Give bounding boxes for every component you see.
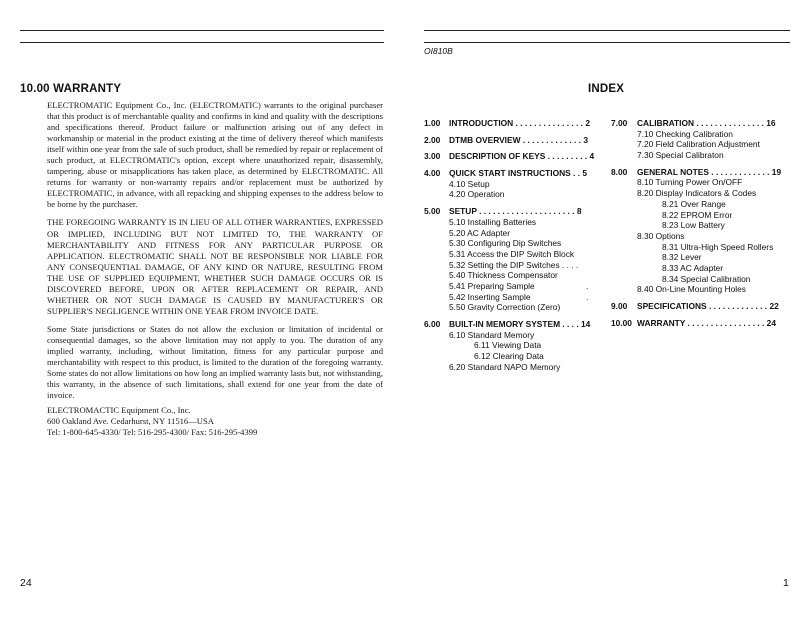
index-entry-5-00[interactable]: 5.00 SETUP . . . . . . . . . . . . . . . . . . . . . 8 xyxy=(424,206,582,217)
address-line: 600 Oakland Ave. Cedarhurst, NY 11516—USA xyxy=(47,416,214,427)
warranty-paragraph-2: THE FOREGOING WARRANTY IS IN LIEU OF ALL OTHER WARRANTIES, EXPRESSED OR IMPLIED, INCLUDING BUT NOT LIMITED TO, THE WARRANTY OF MERCHANTABILITY AND FITNESS FOR ANY PARTICULAR PURPOSE OR APPLICATION. ELECTROMATIC SHALL NOT BE RESPONSIBLE NOR LIABLE FOR ANY CONSEQUENTIAL DAMAGE, OF ANY KIND OR NATURE, RESULTING FROM THE USE OF SUPPLIED EQUIPMENT, WHETHER SUCH DAMAGE OCCURS OR IS DISCOVERED BEFORE, UPON OR AFTER REPLACEMENT OR REPAIR, AND WHETHER OR NOT SUCH DAMAGE IS CAUSED BY MANUFACTURER'S OR SUPPLIER'S NEGLIGENCE WITHIN ONE YEAR FROM INVOICE DATE. xyxy=(47,217,383,316)
index-entry-8-40[interactable]: 8.40 On-Line Mounting Holes xyxy=(637,284,746,295)
header-rule-left-top xyxy=(20,30,384,31)
index-entry-6-20[interactable]: 6.20 Standard NAPO Memory xyxy=(449,361,561,372)
index-column-left xyxy=(424,118,604,372)
index-column-right xyxy=(611,118,791,328)
address-line: Tel: 1-800-645-4330/ Tel: 516-295-4300/ Fax: 516-295-4399 xyxy=(47,427,258,438)
index-entry-8-33[interactable]: 8.33 AC Adapter xyxy=(662,262,723,273)
index-entry-7-00[interactable]: 7.00 CALIBRATION . . . . . . . . . . . . . . . 16 xyxy=(611,118,776,128)
index-entry-5-50[interactable]: 5.50 Gravity Correction (Zero) xyxy=(449,302,561,313)
header-rule-right-bottom xyxy=(424,42,790,43)
index-entry-5-41[interactable]: 5.41 Preparing Sample . xyxy=(449,280,589,291)
left-page-number: 24 xyxy=(20,577,32,589)
warranty-paragraph-1: ELECTROMATIC Equipment Co., Inc. (ELECTROMATIC) warrants to the original purchaser that this product is of merchantable quality and confirms in kind and quality with the descriptions and specifications thereof. Product failure or malfunction arising out of any defect in workmanship or material in the product existing at the time of delivery thereof which manifests itself within one year from the sale of such product, shall be remedied by repair or replacement of such product, at ELECTROMATIC's option, except where unauthorized repair, disassembly, tampering, abuse or misapplications has taken place, as determined by ELECTROMATIC. All returns for warranty or non-warranty repairs and/or replacement must be authorized by ELECTROMATIC, in advance, with all repacking and shipping expenses to the address below to be borne by the purchaser. xyxy=(47,100,383,210)
index-entry-8-21[interactable]: 8.21 Over Range xyxy=(662,198,726,209)
index-entry-3-00[interactable]: 3.00 DESCRIPTION OF KEYS . . . . . . . . . 4 xyxy=(424,151,595,162)
index-entry-10-00[interactable]: 10.00 WARRANTY . . . . . . . . . . . . . . . . . 24 xyxy=(611,317,776,328)
index-entry-9-00[interactable]: 9.00 SPECIFICATIONS . . . . . . . . . . . . . 22 xyxy=(611,301,779,311)
index-entry-8-32[interactable]: 8.32 Lever xyxy=(662,252,702,263)
warranty-paragraph-3: Some State jurisdictions or States do not allow the exclusion or limitation of incidental or consequential damages, so the above limitation may not apply to you. The duration of any implied warranty, including, without limitation, fitness for any particular purpose and merchantability with respect to this product, is limited to the duration of the foregoing warranty. Some states do not allow limitations on how long an implied warranty lasts but, not withstanding, this warranty, in the absence of such limitations, shall extend for one year from the date of invoice. xyxy=(47,323,383,401)
index-entry-6-12[interactable]: 6.12 Clearing Data xyxy=(474,351,544,362)
index-entry-4-10[interactable]: 4.10 Setup xyxy=(449,178,490,189)
warranty-heading: 10.00 WARRANTY xyxy=(20,83,122,95)
index-entry-5-10[interactable]: 5.10 Installing Batteries xyxy=(449,216,537,227)
index-entry-5-31[interactable]: 5.31 Access the DIP Switch Block xyxy=(449,248,575,259)
index-entry-8-10[interactable]: 8.10 Turning Power On/OFF xyxy=(637,177,743,188)
index-entry-4-00[interactable]: 4.00 QUICK START INSTRUCTIONS . . 5 xyxy=(424,168,588,179)
company-address xyxy=(47,405,257,438)
index-entry-7-30[interactable]: 7.30 Special Calibraton xyxy=(637,150,724,161)
index-entry-5-20[interactable]: 5.20 AC Adapter xyxy=(449,227,510,238)
warranty-body xyxy=(47,100,383,401)
index-entry-8-31[interactable]: 8.31 Ultra-High Speed Rollers xyxy=(662,241,774,252)
address-line: ELECTROMACTIC Equipment Co., Inc. xyxy=(47,405,191,415)
index-entry-5-30[interactable]: 5.30 Configuring Dip Switches xyxy=(449,238,562,249)
index-entry-5-32[interactable]: 5.32 Setting the DIP Switches . . . . xyxy=(449,259,579,270)
index-entry-7-10[interactable]: 7.10 Checking Calibration xyxy=(637,128,733,139)
index-entry-8-20[interactable]: 8.20 Display Indicators & Codes xyxy=(637,188,757,199)
index-entry-6-00[interactable]: 6.00 BUILT-IN MEMORY SYSTEM . . . . 14 xyxy=(424,319,591,329)
index-entry-5-40[interactable]: 5.40 Thickness Compensator xyxy=(449,270,558,281)
model-number: OI810B xyxy=(424,46,453,56)
index-entry-8-22[interactable]: 8.22 EPROM Error xyxy=(662,209,733,220)
header-rule-right-top xyxy=(424,30,790,31)
index-entry-7-20[interactable]: 7.20 Field Calibration Adjustment xyxy=(637,139,760,150)
index-heading: INDEX xyxy=(588,83,625,95)
index-entry-4-20[interactable]: 4.20 Operation xyxy=(449,189,505,200)
index-entry-6-11[interactable]: 6.11 Viewing Data xyxy=(474,340,542,351)
right-page-number: 1 xyxy=(783,577,789,589)
header-rule-left-bottom xyxy=(20,42,384,43)
index-entry-8-34[interactable]: 8.34 Special Calibration xyxy=(662,273,751,284)
index-entry-8-30[interactable]: 8.30 Options xyxy=(637,230,685,241)
index-entry-8-23[interactable]: 8.23 Low Battery xyxy=(662,220,725,231)
index-entry-5-42[interactable]: 5.42 Inserting Sample . xyxy=(449,291,589,302)
index-entry-1-00[interactable]: 1.00 INTRODUCTION . . . . . . . . . . . . . . . 2 xyxy=(424,118,590,128)
index-entry-6-10[interactable]: 6.10 Standard Memory xyxy=(449,329,535,340)
index-entry-8-00[interactable]: 8.00 GENERAL NOTES . . . . . . . . . . . . . 19 xyxy=(611,166,782,177)
index-entry-2-00[interactable]: 2.00 DTMB OVERVIEW . . . . . . . . . . . . . 3 xyxy=(424,134,588,145)
